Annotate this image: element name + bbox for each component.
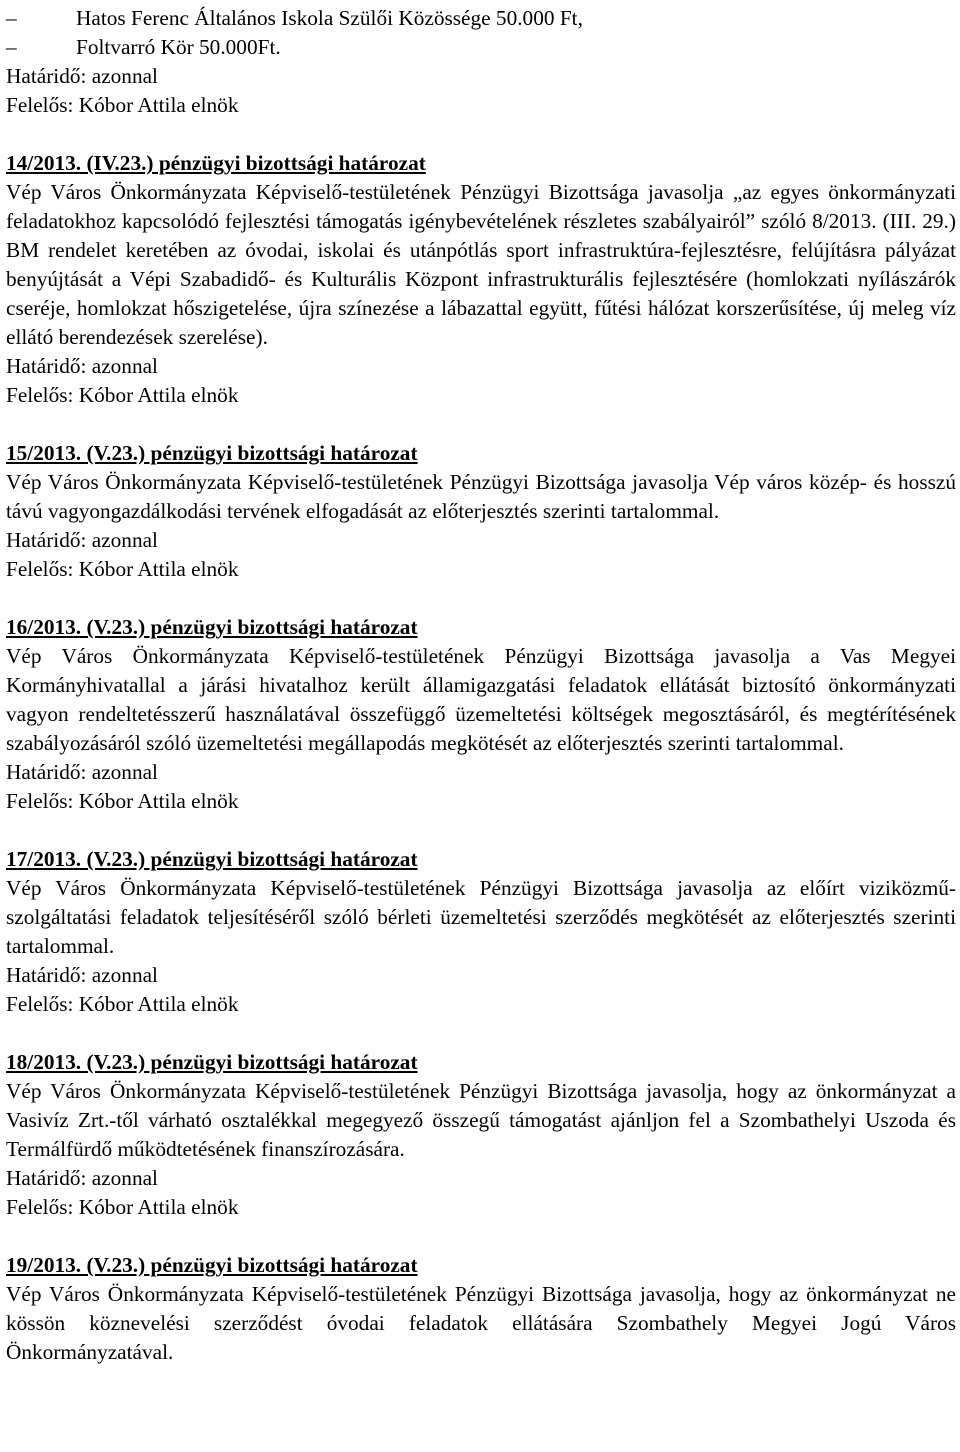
resolution-text: Vép Város Önkormányzata Képviselő-testületének Pénzügyi Bizottsága javasolja, hogy az önkormányzat a Vasivíz Zrt.-től várható osztalékkal megegyező összegű támogatást ajánljon fel a Szombathelyi Uszoda és Termálfürdő működtetésének finanszírozására. xyxy=(6,1079,956,1161)
document-page xyxy=(6,4,956,1367)
spacer xyxy=(6,1222,956,1251)
resolution-15 xyxy=(6,439,956,584)
spacer xyxy=(6,120,956,149)
resolution-text: Vép Város Önkormányzata Képviselő-testületének Pénzügyi Bizottsága javasolja a Vas Megyei Kormányhivatallal a járási hivatalhoz került államigazgatási feladatok ellátását biztosító önkormányzati vagyon rendeltetésszerű használatával összefüggő üzemeltetési költségek megosztásáról, és megtérítésének szabályozásáról szóló üzemeltetési megállapodás megkötését az előterjesztés szerinti tartalommal. xyxy=(6,644,956,755)
resolution-19 xyxy=(6,1251,956,1367)
resolution-title: 17/2013. (V.23.) pénzügyi bizottsági határozat xyxy=(6,847,418,871)
list-item-text: Hatos Ferenc Általános Iskola Szülői Közössége 50.000 Ft, xyxy=(76,6,583,30)
resolution-text: Vép Város Önkormányzata Képviselő-testületének Pénzügyi Bizottsága javasolja az előírt viziközmű-szolgáltatási feladatok teljesítéséről szóló bérleti üzemeltetési szerződés megkötését az előterjesztés szerinti tartalommal. xyxy=(6,876,956,958)
resolution-title: 14/2013. (IV.23.) pénzügyi bizottsági határozat xyxy=(6,151,426,175)
deadline-line: Határidő: azonnal xyxy=(6,64,158,88)
responsible-line: Felelős: Kóbor Attila elnök xyxy=(6,789,239,813)
resolution-14 xyxy=(6,149,956,410)
dash-bullet: – xyxy=(6,6,17,30)
resolution-text: Vép Város Önkormányzata Képviselő-testületének Pénzügyi Bizottsága javasolja Vép város közép- és hosszú távú vagyongazdálkodási tervének elfogadását az előterjesztés szerinti tartalommal. xyxy=(6,470,956,523)
spacer xyxy=(6,816,956,845)
list-item-text: Foltvarró Kör 50.000Ft. xyxy=(76,35,281,59)
deadline-line: Határidő: azonnal xyxy=(6,760,158,784)
responsible-line: Felelős: Kóbor Attila elnök xyxy=(6,383,239,407)
spacer xyxy=(6,410,956,439)
deadline-line: Határidő: azonnal xyxy=(6,1166,158,1190)
responsible-line: Felelős: Kóbor Attila elnök xyxy=(6,1195,239,1219)
responsible-line: Felelős: Kóbor Attila elnök xyxy=(6,93,239,117)
intro-block xyxy=(6,4,956,120)
deadline-line: Határidő: azonnal xyxy=(6,963,158,987)
resolution-title: 18/2013. (V.23.) pénzügyi bizottsági határozat xyxy=(6,1050,418,1074)
list-item xyxy=(6,4,956,33)
responsible-line: Felelős: Kóbor Attila elnök xyxy=(6,557,239,581)
resolution-18 xyxy=(6,1048,956,1222)
resolution-16 xyxy=(6,613,956,816)
responsible-line: Felelős: Kóbor Attila elnök xyxy=(6,992,239,1016)
deadline-line: Határidő: azonnal xyxy=(6,354,158,378)
list-item xyxy=(6,33,956,62)
spacer xyxy=(6,584,956,613)
resolution-text: Vép Város Önkormányzata Képviselő-testületének Pénzügyi Bizottsága javasolja „az egyes önkormányzati feladatokhoz kapcsolódó fejlesztési támogatás igénybevételének részletes szabályairól” szóló 8/2013. (III. 29.) BM rendelet keretében az óvodai, iskolai és utánpótlás sport infrastruktúra-fejlesztésre, felújításra pályázat benyújtását a Vépi Szabadidő- és Kulturális Központ infrastrukturális fejlesztésére (homlokzati nyílászárók cseréje, homlokzat hőszigetelése, újra színezése a lábazattal együtt, fűtési hálózat korszerűsítése, új meleg víz ellátó berendezések szerelése). xyxy=(6,180,956,349)
resolution-title: 15/2013. (V.23.) pénzügyi bizottsági határozat xyxy=(6,441,418,465)
resolution-title: 16/2013. (V.23.) pénzügyi bizottsági határozat xyxy=(6,615,418,639)
resolution-text: Vép Város Önkormányzata Képviselő-testületének Pénzügyi Bizottsága javasolja, hogy az önkormányzat ne kössön köznevelési szerződést óvodai feladatok ellátására Szombathely Megyei Jogú Város Önkormányzatával. xyxy=(6,1282,956,1364)
resolution-17 xyxy=(6,845,956,1019)
deadline-line: Határidő: azonnal xyxy=(6,528,158,552)
spacer xyxy=(6,1019,956,1048)
resolution-title: 19/2013. (V.23.) pénzügyi bizottsági határozat xyxy=(6,1253,418,1277)
dash-bullet: – xyxy=(6,35,17,59)
